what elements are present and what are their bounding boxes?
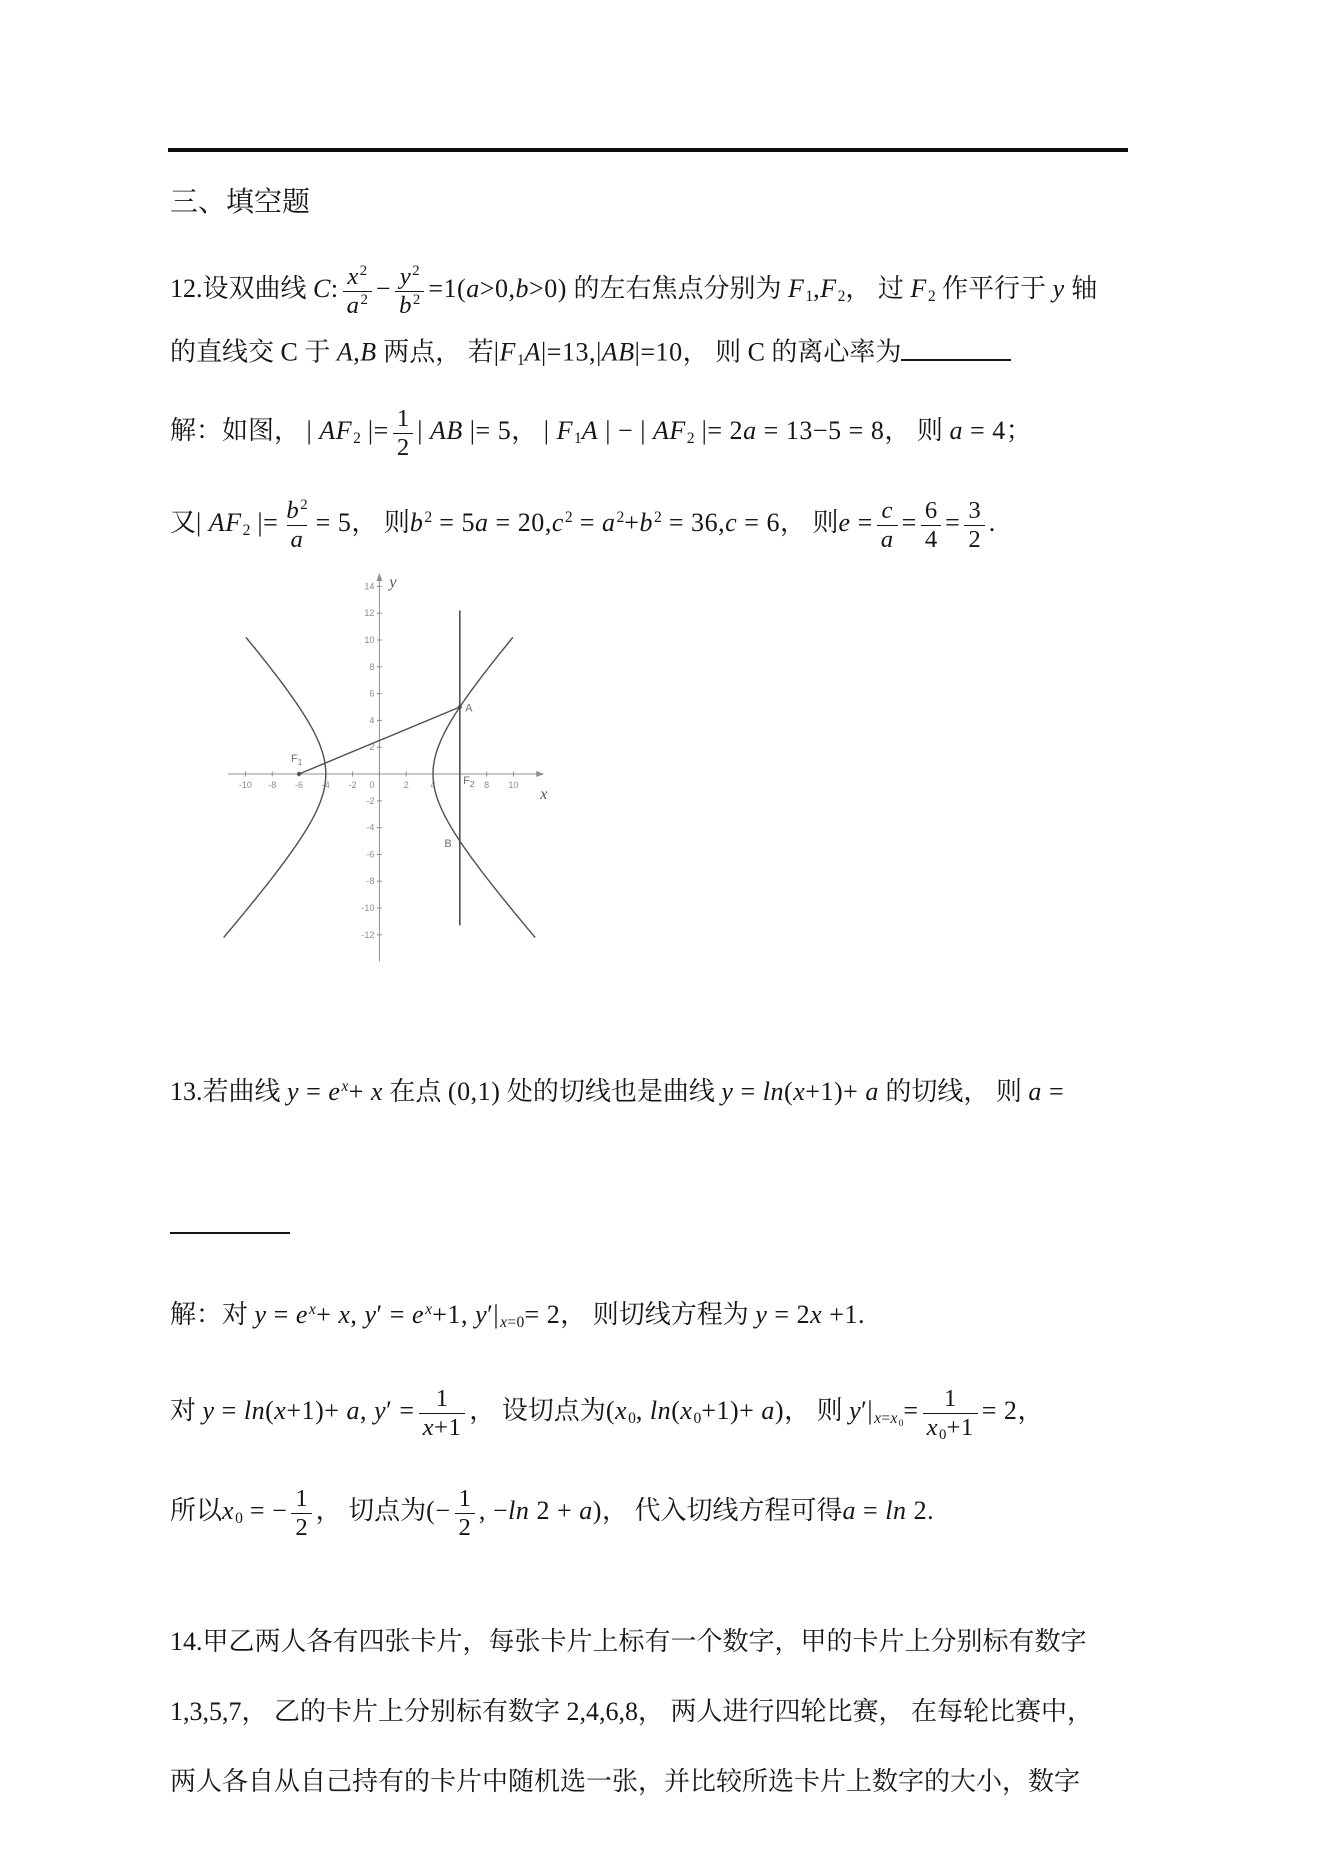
svg-text:y: y (389, 574, 397, 591)
svg-text:F2: $F_2$ (463, 775, 475, 790)
solution-12-line1: 解：如图， | AF2 |= $\frac{1}{2}$ | AB |= 5， | F1A | − | AF2 |= 2a = 13−5 = 8， 则 a = 4； (170, 405, 1032, 461)
hyperbola-figure-svg (218, 563, 554, 972)
svg-text:4: 4 (369, 715, 375, 726)
svg-text:-8: -8 (268, 780, 277, 790)
hyperbola-figure (218, 563, 554, 977)
svg-text:A: A (465, 702, 473, 715)
svg-text:12: 12 (364, 608, 375, 619)
solution-13-line2: 对 y = ln(x+1)+ a, y′ = $\frac{1}{x+1}$ ， 设切点为(x0, ln(x0+1)+ a)， 则 y′|x=x0= $\frac{1}{x0+1}$ = 2， (170, 1385, 1044, 1443)
svg-text:0: 0 (369, 780, 375, 790)
svg-text:14: 14 (364, 581, 375, 592)
svg-text:B: B (444, 838, 452, 851)
svg-text:2: 2 (369, 742, 375, 753)
svg-text:8: 8 (484, 780, 490, 790)
svg-text:10: 10 (508, 780, 519, 790)
solution-13-line1: 解：对 $y = e^x+ x$, $y' = e^x+1$, y′|x=0= 2， 则切线方程为 y = 2x +1. (170, 1300, 865, 1332)
svg-text:-2: -2 (348, 780, 357, 790)
svg-text:4: 4 (430, 780, 436, 790)
section-heading: 三、填空题 (170, 187, 311, 218)
svg-text:2: 2 (403, 780, 409, 790)
svg-text:F1: $F_1$ (290, 752, 303, 767)
svg-text:-6: -6 (366, 849, 375, 860)
svg-text:10: 10 (364, 635, 375, 645)
solution-12-line2: 又| AF2 |= $\frac{b^2}{a}$ = 5， 则$b^2 = 5a = 20,c^2 = a^2+b^2 = 36,c = 6$， 则e = $\frac{c}{a}$ = $\frac{6}{4}$ = $\frac{3}{2}$ . (170, 497, 996, 553)
svg-text:x: x (540, 786, 548, 803)
svg-text:-10: -10 (238, 780, 252, 790)
svg-text:-2: -2 (366, 795, 375, 806)
top-divider-rule (168, 148, 1128, 152)
question-13-line1: 13.若曲线 $y = e^x+ x$ 在点 (0,1) 处的切线也是曲线 y = ln(x+1)+ a 的切线， 则 a = (170, 1077, 1065, 1106)
question-14-line2: 1,3,5,7， 乙的卡片上分别标有数字 2,4,6,8， 两人进行四轮比赛， 在每轮比赛中， (170, 1697, 1094, 1726)
svg-text:6: 6 (369, 688, 375, 699)
svg-text:-4: -4 (366, 822, 375, 833)
svg-text:-6: -6 (295, 780, 304, 790)
svg-text:8: 8 (369, 661, 375, 672)
svg-text:-8: -8 (366, 876, 375, 887)
solution-13-line3: 所以x0 = − $\frac{1}{2}$ ， 切点为(− $\frac{1}{2}$ , −ln 2 + a)， 代入切线方程可得a = ln 2. (170, 1485, 934, 1541)
svg-text:-4: -4 (321, 780, 330, 790)
question-14-line3: 两人各自从自己持有的卡片中随机选一张，并比较所选卡片上数字的大小，数字 (170, 1767, 1081, 1796)
question-14-line1: 14.甲乙两人各有四张卡片，每张卡片上标有一个数字，甲的卡片上分别标有数字 (170, 1627, 1087, 1656)
svg-text:-10: -10 (361, 903, 375, 913)
question-12-line1: 12.设双曲线 C: $\frac{x^2}{a^2}$ − $\frac{y^2}{b^2}$ =1(a>0,b>0) 的左右焦点分别为 F1,F2， 过 F2 作平行于 y 轴 (170, 263, 1098, 319)
answer-blank-q13 (170, 1205, 290, 1246)
svg-text:-12: -12 (361, 929, 375, 940)
question-12-line2: 的直线交 C 于 A,B 两点， 若|F1A|=13,|AB|=10， 则 C 的离心率为 (170, 332, 1011, 377)
